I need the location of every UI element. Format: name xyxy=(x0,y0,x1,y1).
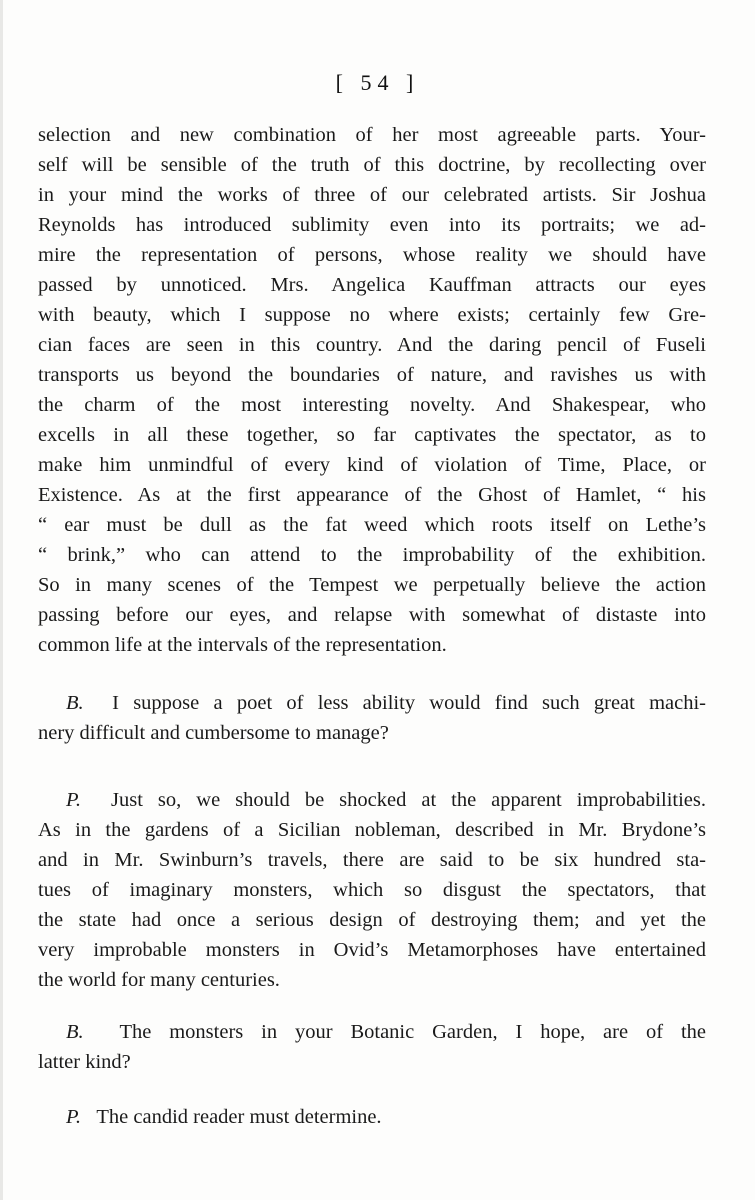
text-line: tues of imaginary monsters, which so disgust the spectators, that xyxy=(38,879,706,901)
text-line: excells in all these together, so far captivates the spectator, as to xyxy=(38,424,706,446)
text-line xyxy=(38,688,706,718)
text-line: selection and new combination of her most agreeable parts. Your- xyxy=(38,124,706,146)
text-line: “ ear must be dull as the fat weed which roots itself on Lethe’s xyxy=(38,514,706,536)
dialogue-paragraph-4 xyxy=(38,1017,706,1077)
speaker-label: B. xyxy=(66,1021,84,1043)
text-line: transports us beyond the boundaries of nature, and ravishes us with xyxy=(38,364,706,386)
text-line: the state had once a serious design of destroying them; and yet the xyxy=(38,909,706,931)
text-line: “ brink,” who can attend to the improbability of the exhibition. xyxy=(38,544,706,566)
text-line: As in the gardens of a Sicilian nobleman, described in Mr. Brydone’s xyxy=(38,819,706,841)
text-line: the world for many centuries. xyxy=(38,969,280,991)
text-span: I suppose a poet of less ability would find such great machi- xyxy=(112,692,706,714)
text-line: latter kind? xyxy=(38,1051,131,1073)
dialogue-paragraph-5 xyxy=(38,1102,706,1132)
text-line: the charm of the most interesting novelty. And Shakespear, who xyxy=(38,394,706,416)
text-line: make him unmindful of every kind of violation of Time, Place, or xyxy=(38,454,706,476)
speaker-label: P. xyxy=(66,1106,82,1128)
page-gutter xyxy=(0,0,3,1200)
text-line: self will be sensible of the truth of this doctrine, by recollecting over xyxy=(38,154,706,176)
text-line: in your mind the works of three of our celebrated artists. Sir Joshua xyxy=(38,184,706,206)
text-line: So in many scenes of the Tempest we perpetually believe the action xyxy=(38,574,706,596)
text-line xyxy=(38,785,706,815)
paragraph-1 xyxy=(38,120,706,660)
text-line: passed by unnoticed. Mrs. Angelica Kauffman attracts our eyes xyxy=(38,274,706,296)
text-span: Just so, we should be shocked at the apparent improbabilities. xyxy=(111,789,706,811)
text-line: Existence. As at the first appearance of the Ghost of Hamlet, “ his xyxy=(38,484,706,506)
text-line xyxy=(38,1017,706,1047)
text-line: nery difficult and cumbersome to manage? xyxy=(38,722,389,744)
speaker-label: P. xyxy=(66,789,82,811)
text-line: Reynolds has introduced sublimity even into its portraits; we ad- xyxy=(38,214,706,236)
text-line xyxy=(38,1102,706,1132)
text-span: The monsters in your Botanic Garden, I hope, are of the xyxy=(119,1021,706,1043)
dialogue-paragraph-3 xyxy=(38,785,706,995)
text-line: cian faces are seen in this country. And the daring pencil of Fuseli xyxy=(38,334,706,356)
speaker-label: B. xyxy=(66,692,84,714)
page-number: [ 54 ] xyxy=(335,70,420,95)
text-line: with beauty, which I suppose no where exists; certainly few Gre- xyxy=(38,304,706,326)
text-line: very improbable monsters in Ovid’s Metamorphoses have entertained xyxy=(38,939,706,961)
text-line: mire the representation of persons, whose reality we should have xyxy=(38,244,706,266)
text-line: common life at the intervals of the representation. xyxy=(38,634,447,656)
text-span: The candid reader must determine. xyxy=(96,1106,382,1128)
dialogue-paragraph-2 xyxy=(38,688,706,748)
text-line: passing before our eyes, and relapse with somewhat of distaste into xyxy=(38,604,706,626)
text-line: and in Mr. Swinburn’s travels, there are said to be six hundred sta- xyxy=(38,849,706,871)
